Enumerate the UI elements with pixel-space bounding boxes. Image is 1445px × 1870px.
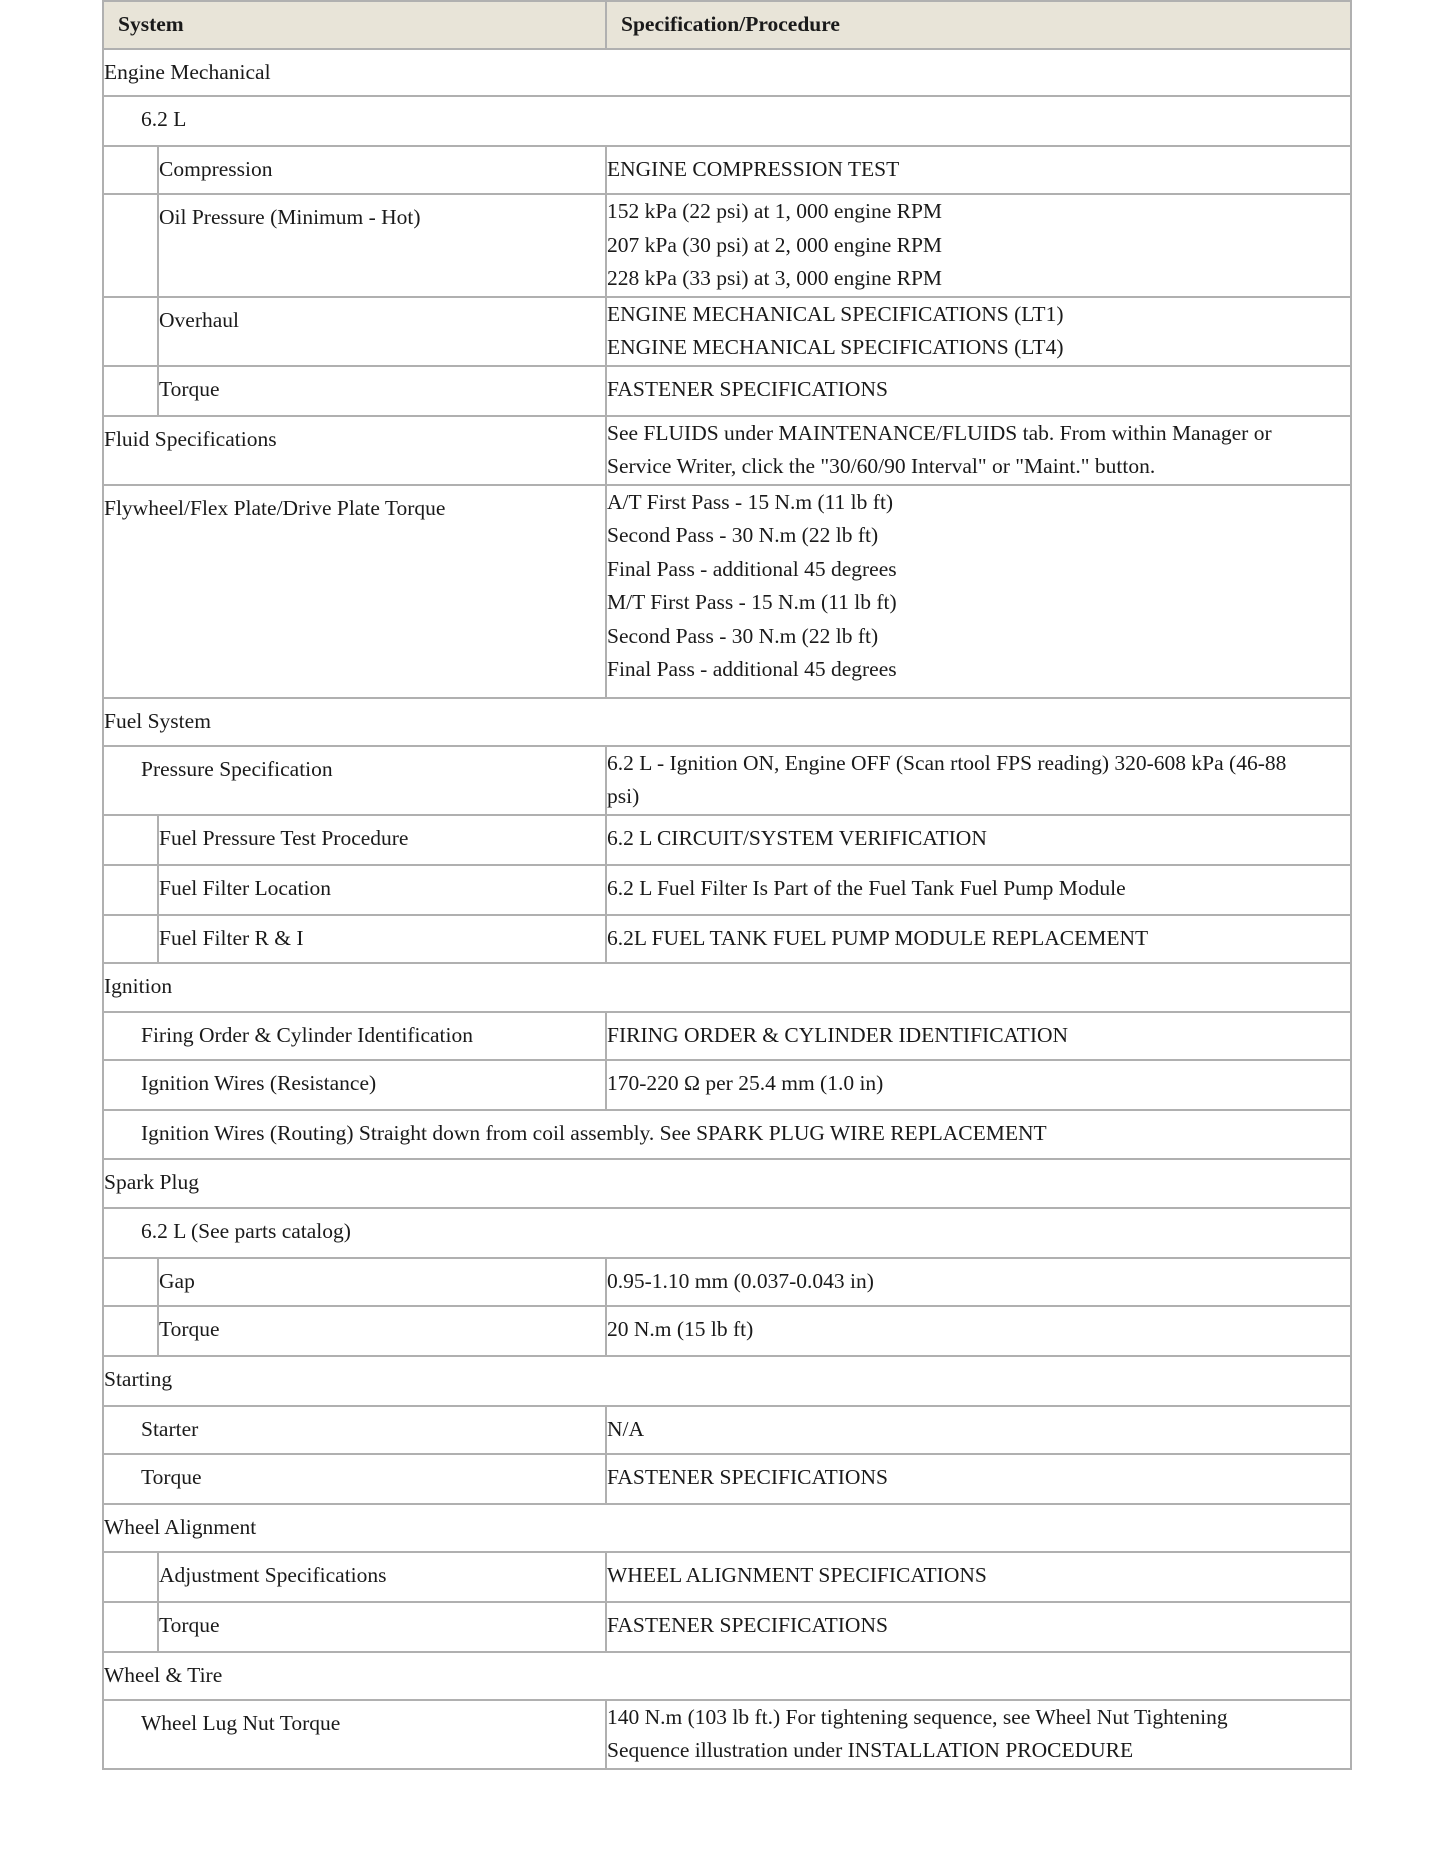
row-value-wires-resistance: 170-220 Ω per 25.4 mm (1.0 in) xyxy=(606,1060,1351,1110)
table-row xyxy=(103,1258,1351,1306)
row-label-lug-nut: Wheel Lug Nut Torque xyxy=(103,1700,606,1769)
row-value-starter: N/A xyxy=(606,1406,1351,1454)
fuel-pressure-line: psi) xyxy=(607,784,640,808)
section-row xyxy=(103,1356,1351,1406)
table-row xyxy=(103,815,1351,865)
overhaul-link-lt1[interactable]: ENGINE MECHANICAL SPECIFICATIONS (LT1) xyxy=(607,301,1064,326)
row-label-flywheel: Flywheel/Flex Plate/Drive Plate Torque xyxy=(103,485,606,698)
subsection-row xyxy=(103,1208,1351,1258)
section-row xyxy=(103,49,1351,96)
table-row xyxy=(103,1454,1351,1504)
row-value-starting-torque[interactable]: FASTENER SPECIFICATIONS xyxy=(606,1454,1351,1504)
table-header-row xyxy=(103,1,1351,49)
subsection-6-2l: 6.2 L xyxy=(103,96,1351,146)
row-value-overhaul xyxy=(606,297,1351,366)
row-label-adjustment: Adjustment Specifications xyxy=(158,1552,606,1602)
oil-pressure-line: 228 kPa (33 psi) at 3, 000 engine RPM xyxy=(607,266,943,290)
flywheel-line: Final Pass - additional 45 degrees xyxy=(607,556,897,581)
table-row xyxy=(103,746,1351,815)
row-value-fuel-test[interactable]: 6.2 L CIRCUIT/SYSTEM VERIFICATION xyxy=(606,815,1351,865)
row-value-gap: 0.95-1.10 mm (0.037-0.043 in) xyxy=(606,1258,1351,1306)
fluid-line: Service Writer, click the "30/60/90 Interval" or "Maint." button. xyxy=(607,454,1156,478)
row-label-fluid: Fluid Specifications xyxy=(103,416,606,485)
row-value-compression: ENGINE COMPRESSION TEST xyxy=(606,146,1351,194)
row-label-gap: Gap xyxy=(158,1258,606,1306)
table-row xyxy=(103,366,1351,416)
row-label-overhaul: Overhaul xyxy=(158,297,606,366)
flywheel-line: Second Pass - 30 N.m (22 lb ft) xyxy=(607,623,879,648)
section-row xyxy=(103,698,1351,746)
flywheel-line: Final Pass - additional 45 degrees xyxy=(607,657,897,681)
row-label-filter-location: Fuel Filter Location xyxy=(158,865,606,915)
table-row xyxy=(103,1602,1351,1652)
row-value-adjustment[interactable]: WHEEL ALIGNMENT SPECIFICATIONS xyxy=(606,1552,1351,1602)
fluid-line: See FLUIDS under MAINTENANCE/FLUIDS tab. From within Manager or xyxy=(607,420,1272,445)
row-label-firing-order: Firing Order & Cylinder Identification xyxy=(103,1012,606,1060)
lug-nut-line: 140 N.m (103 lb ft.) For tightening sequence, see Wheel Nut Tightening xyxy=(607,1704,1228,1729)
table-row xyxy=(103,146,1351,194)
table-row xyxy=(103,1110,1351,1159)
row-label-engine-torque: Torque xyxy=(158,366,606,416)
row-value-spark-torque: 20 N.m (15 lb ft) xyxy=(606,1306,1351,1356)
table-row xyxy=(103,1012,1351,1060)
row-value-fuel-pressure xyxy=(606,746,1351,815)
row-label-starting-torque: Torque xyxy=(103,1454,606,1504)
table-row xyxy=(103,1306,1351,1356)
row-value-fluid xyxy=(606,416,1351,485)
header-spec: Specification/Procedure xyxy=(606,1,1351,49)
row-value-filter-location: 6.2 L Fuel Filter Is Part of the Fuel Tank Fuel Pump Module xyxy=(606,865,1351,915)
flywheel-line: Second Pass - 30 N.m (22 lb ft) xyxy=(607,523,879,547)
row-label-compression: Compression xyxy=(158,146,606,194)
row-wires-routing: Ignition Wires (Routing) Straight down from coil assembly. See SPARK PLUG WIRE REPLACEMENT xyxy=(103,1110,1351,1159)
row-value-filter-ri[interactable]: 6.2L FUEL TANK FUEL PUMP MODULE REPLACEMENT xyxy=(606,915,1351,963)
section-row xyxy=(103,1159,1351,1208)
section-wheel-tire: Wheel & Tire xyxy=(103,1652,1351,1700)
lug-nut-line: Sequence illustration under INSTALLATION PROCEDURE xyxy=(607,1738,1134,1762)
row-label-filter-ri: Fuel Filter R & I xyxy=(158,915,606,963)
table-row xyxy=(103,297,1351,366)
flywheel-line: M/T First Pass - 15 N.m (11 lb ft) xyxy=(607,590,897,614)
section-fuel-system: Fuel System xyxy=(103,698,1351,746)
row-value-flywheel xyxy=(606,485,1351,698)
row-label-starter: Starter xyxy=(103,1406,606,1454)
row-value-oil-pressure xyxy=(606,194,1351,297)
table-row xyxy=(103,194,1351,297)
table-row xyxy=(103,865,1351,915)
row-value-engine-torque[interactable]: FASTENER SPECIFICATIONS xyxy=(606,366,1351,416)
section-row xyxy=(103,1652,1351,1700)
table-row xyxy=(103,416,1351,485)
subsection-spark-6-2l: 6.2 L (See parts catalog) xyxy=(103,1208,1351,1258)
row-value-alignment-torque[interactable]: FASTENER SPECIFICATIONS xyxy=(606,1602,1351,1652)
fuel-pressure-line: 6.2 L - Ignition ON, Engine OFF (Scan rtool FPS reading) 320-608 kPa (46-88 xyxy=(607,750,1287,775)
oil-pressure-line: 152 kPa (22 psi) at 1, 000 engine RPM xyxy=(607,199,943,223)
table-row xyxy=(103,915,1351,963)
subsection-row xyxy=(103,96,1351,146)
row-label-fuel-pressure: Pressure Specification xyxy=(103,746,606,815)
row-label-oil-pressure: Oil Pressure (Minimum - Hot) xyxy=(158,194,606,297)
row-label-spark-torque: Torque xyxy=(158,1306,606,1356)
section-spark-plug: Spark Plug xyxy=(103,1159,1351,1208)
section-engine-mechanical: Engine Mechanical xyxy=(103,49,1351,96)
section-row xyxy=(103,963,1351,1012)
row-value-firing-order[interactable]: FIRING ORDER & CYLINDER IDENTIFICATION xyxy=(606,1012,1351,1060)
row-label-fuel-test: Fuel Pressure Test Procedure xyxy=(158,815,606,865)
specifications-table xyxy=(102,0,1352,1770)
overhaul-link-lt4[interactable]: ENGINE MECHANICAL SPECIFICATIONS (LT4) xyxy=(607,335,1064,359)
row-label-alignment-torque: Torque xyxy=(158,1602,606,1652)
flywheel-line: A/T First Pass - 15 N.m (11 lb ft) xyxy=(607,489,894,514)
section-starting: Starting xyxy=(103,1356,1351,1406)
table-row xyxy=(103,1700,1351,1769)
row-label-wires-resistance: Ignition Wires (Resistance) xyxy=(103,1060,606,1110)
oil-pressure-line: 207 kPa (30 psi) at 2, 000 engine RPM xyxy=(607,232,943,257)
header-system: System xyxy=(103,1,606,49)
section-wheel-alignment: Wheel Alignment xyxy=(103,1504,1351,1552)
section-ignition: Ignition xyxy=(103,963,1351,1012)
table-row xyxy=(103,485,1351,698)
table-row xyxy=(103,1060,1351,1110)
table-row xyxy=(103,1406,1351,1454)
table-row xyxy=(103,1552,1351,1602)
row-value-lug-nut xyxy=(606,1700,1351,1769)
section-row xyxy=(103,1504,1351,1552)
